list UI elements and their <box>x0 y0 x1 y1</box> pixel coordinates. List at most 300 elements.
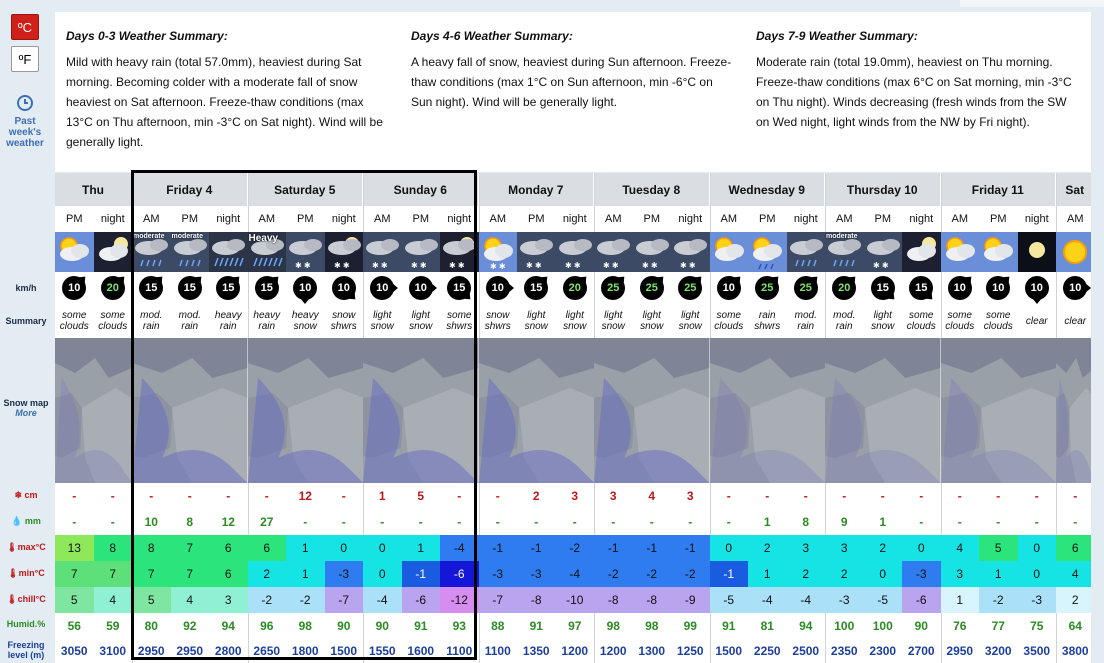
humidity: 100 <box>834 619 855 633</box>
min-temp: 0 <box>1018 561 1057 587</box>
wind-cell <box>402 272 441 304</box>
wind-arrow-icon <box>178 276 202 300</box>
svg-text:✱ ✱: ✱ ✱ <box>449 261 465 270</box>
max-temp: 8 <box>132 535 171 561</box>
humidity: 100 <box>872 619 893 633</box>
freezing-level: 3800 <box>1061 644 1089 658</box>
period-label: AM <box>720 213 737 225</box>
summary-line: heavy <box>214 310 242 321</box>
summary-text <box>132 304 171 338</box>
day-header[interactable]: Sat <box>1056 173 1091 206</box>
summary-line: snow <box>563 321 587 332</box>
min-temp: 7 <box>94 561 133 587</box>
summary-text <box>979 304 1018 338</box>
freezing-level: 1500 <box>715 644 743 658</box>
summary-line: snow <box>601 321 625 332</box>
humidity: 99 <box>683 619 697 633</box>
heavy-rain-icon <box>248 232 287 272</box>
freezing-level: 1500 <box>330 644 358 658</box>
sun-snow-icon <box>479 232 518 272</box>
day-header[interactable]: Friday 4 <box>132 173 248 206</box>
wind-arrow-icon <box>794 276 818 300</box>
wind-cell <box>286 272 325 304</box>
humidity: 76 <box>953 619 967 633</box>
rain-mm: - <box>534 515 539 529</box>
wind-cell <box>517 272 556 304</box>
fahrenheit-button[interactable]: ºF <box>11 46 39 72</box>
snow-cm: - <box>341 489 346 503</box>
wind-speed: 15 <box>183 282 196 294</box>
wind-cell <box>1018 272 1057 304</box>
label-snow <box>0 490 52 500</box>
snowflake-icon: ❄ <box>14 490 25 500</box>
freezing-level: 1100 <box>484 644 511 658</box>
chill-temp: -7 <box>325 587 364 613</box>
day-header[interactable]: Tuesday 8 <box>594 173 710 206</box>
wind-arrow-icon <box>678 276 702 300</box>
summary-line: clear <box>1025 315 1048 327</box>
rain-mm: - <box>418 515 423 529</box>
snow-cloud-icon <box>633 232 672 272</box>
rain-mm: 1 <box>879 515 887 529</box>
rain-mm: - <box>303 515 308 529</box>
snow-cloud-icon <box>363 232 402 272</box>
wind-cell <box>556 272 595 304</box>
wind-arrow-icon <box>1025 276 1049 300</box>
period-label: AM <box>258 213 275 225</box>
summary-line: snow <box>486 310 510 321</box>
summary-line: shwrs <box>484 321 511 332</box>
snow-map[interactable] <box>941 338 1057 483</box>
chill-temp: -4 <box>748 587 787 613</box>
wind-speed: 15 <box>530 282 543 294</box>
humidity: 92 <box>183 619 197 633</box>
wind-arrow-icon <box>601 276 625 300</box>
wind-arrow-icon <box>1063 276 1087 300</box>
rain-mm: - <box>457 515 462 529</box>
wind-arrow-icon <box>62 276 86 300</box>
chill-temp: -3 <box>825 587 864 613</box>
chill-temp: -8 <box>594 587 633 613</box>
summary-days-0-3 <box>66 26 388 152</box>
period-label: AM <box>951 213 968 225</box>
wind-cell <box>633 272 672 304</box>
summary-line: heavy <box>253 310 281 321</box>
celsius-button[interactable]: ºC <box>11 14 39 40</box>
snow-cloud-icon <box>594 232 633 272</box>
summary-text <box>556 304 595 338</box>
freezing-level: 2250 <box>753 644 781 658</box>
chill-temp: 4 <box>94 587 133 613</box>
wind-cell <box>825 272 864 304</box>
snow-cm: 1 <box>378 489 386 503</box>
thermometer-icon: 🌡 <box>7 568 19 578</box>
summary-line: light <box>527 310 546 321</box>
snow-cm: - <box>264 489 269 503</box>
weather-summary-panel <box>55 12 1091 172</box>
period-label: night <box>678 213 703 225</box>
freezing-level: 2300 <box>869 644 897 658</box>
wind-cell <box>209 272 248 304</box>
summary-line: shwrs <box>446 321 473 332</box>
wind-speed: 10 <box>992 282 1005 294</box>
wind-speed: 10 <box>414 282 427 294</box>
freezing-level: 1100 <box>446 644 473 658</box>
snow-cm: - <box>187 489 192 503</box>
chill-temp: -2 <box>979 587 1018 613</box>
max-temp: 13 <box>55 535 94 561</box>
humidity: 98 <box>606 619 620 633</box>
moon-cloud-icon <box>94 232 133 272</box>
min-temp: -2 <box>671 561 710 587</box>
sun-rain-icon <box>748 232 787 272</box>
humidity: 80 <box>144 619 158 633</box>
past-weather-line2: week's <box>8 127 42 138</box>
min-temp: 2 <box>825 561 864 587</box>
summary-line: rain <box>258 321 276 332</box>
label-freezing <box>0 640 52 660</box>
max-temp: -1 <box>594 535 633 561</box>
period-label: night <box>1024 213 1049 225</box>
summary-line: snow <box>409 321 433 332</box>
past-weather-line3: weather <box>6 138 44 149</box>
freezing-level: 2950 <box>176 644 204 658</box>
freezing-level: 3200 <box>984 644 1012 658</box>
rain-mm: - <box>919 515 924 529</box>
summary-text <box>864 304 903 338</box>
min-temp: -4 <box>556 561 595 587</box>
wind-cell <box>864 272 903 304</box>
wind-cell <box>710 272 749 304</box>
snow-map[interactable] <box>248 338 364 483</box>
wind-cell <box>440 272 479 304</box>
period-label: AM <box>605 213 622 225</box>
humidity: 75 <box>1030 619 1044 633</box>
chill-temp: 5 <box>132 587 171 613</box>
moon-snow-icon <box>325 232 364 272</box>
max-temp: 3 <box>825 535 864 561</box>
moon-cloud-icon <box>902 232 941 272</box>
summary-text: A heavy fall of snow, heaviest during Sun afternoon. Freeze-thaw conditions (max 1°C on Sun afternoon, min -6°C on Sun night). Wind will be generally light. <box>411 55 732 109</box>
summary-line: snow <box>293 321 317 332</box>
chill-temp: 4 <box>171 587 210 613</box>
min-temp: 2 <box>248 561 287 587</box>
wind-arrow-icon <box>717 276 741 300</box>
summary-text <box>171 304 210 338</box>
min-temp: -6 <box>440 561 479 587</box>
snow-cloud-icon <box>402 232 441 272</box>
period-label: PM <box>643 213 660 225</box>
wind-arrow-icon <box>139 276 163 300</box>
snow-cm: 5 <box>417 489 425 503</box>
max-temp: -1 <box>517 535 556 561</box>
summary-text <box>94 304 133 338</box>
svg-text:✱ ✱: ✱ ✱ <box>333 261 350 270</box>
period-label: night <box>331 213 356 225</box>
period-label: PM <box>874 213 891 225</box>
wind-cell <box>594 272 633 304</box>
summary-text <box>787 304 826 338</box>
wind-cell <box>748 272 787 304</box>
wind-cell <box>479 272 518 304</box>
summary-line: snow <box>370 321 394 332</box>
summary-line: rain <box>835 321 853 332</box>
humidity: 94 <box>799 619 813 633</box>
humidity: 90 <box>337 619 351 633</box>
wind-arrow-icon <box>409 276 433 300</box>
more-link[interactable]: More <box>15 408 37 418</box>
wind-speed: 25 <box>761 282 774 294</box>
snow-map[interactable] <box>479 338 595 483</box>
day-header[interactable]: Wednesday 9 <box>710 173 826 206</box>
rain-mm: - <box>72 515 77 529</box>
rain-cloud-icon <box>787 232 826 272</box>
freezing-level: 2700 <box>907 644 935 658</box>
max-temp: -4 <box>440 535 479 561</box>
summary-line: some <box>716 310 741 321</box>
wind-speed: 15 <box>876 282 889 294</box>
chill-temp: -9 <box>671 587 710 613</box>
wind-arrow-icon <box>755 276 779 300</box>
chill-temp: -6 <box>902 587 941 613</box>
snow-map[interactable] <box>363 338 479 483</box>
rain-mm: 12 <box>221 515 235 529</box>
wind-cell <box>132 272 171 304</box>
max-temp: 6 <box>248 535 287 561</box>
period-label: AM <box>143 213 160 225</box>
snow-cm: - <box>1034 489 1039 503</box>
past-weather-link[interactable] <box>0 94 50 149</box>
period-label: night <box>447 213 472 225</box>
svg-text:✱ ✱: ✱ ✱ <box>564 261 581 270</box>
summary-line: some <box>909 310 934 321</box>
humidity: 90 <box>914 619 928 633</box>
wind-arrow-icon <box>563 276 587 300</box>
freezing-level: 3500 <box>1023 644 1051 658</box>
wind-speed: 10 <box>491 282 504 294</box>
snow-map[interactable] <box>1056 338 1091 483</box>
wind-speed: 10 <box>337 282 350 294</box>
day-header[interactable]: Saturday 5 <box>248 173 364 206</box>
summary-line: clouds <box>59 321 89 332</box>
wind-arrow-icon <box>948 276 972 300</box>
wind-cell <box>787 272 826 304</box>
chill-temp: 2 <box>1056 587 1091 613</box>
summary-line: rain <box>142 321 160 332</box>
label-humid: Humid.% <box>6 619 46 629</box>
snow-cm: - <box>110 489 115 503</box>
label-summary: Summary <box>5 316 47 326</box>
freezing-level: 3050 <box>60 644 88 658</box>
snow-map[interactable] <box>594 338 710 483</box>
summary-line: rain <box>219 321 237 332</box>
wind-cell <box>671 272 710 304</box>
wind-speed: 10 <box>722 282 735 294</box>
wind-speed: 15 <box>260 282 273 294</box>
label-rain <box>0 516 52 526</box>
rain-mm: - <box>688 515 693 529</box>
min-temp: 1 <box>286 561 325 587</box>
label-chill-text: chill°C <box>17 594 46 604</box>
chill-temp: -8 <box>633 587 672 613</box>
min-temp: 6 <box>209 561 248 587</box>
period-label: PM <box>759 213 776 225</box>
wind-cell <box>171 272 210 304</box>
chill-temp: 3 <box>209 587 248 613</box>
rain-mm: - <box>649 515 654 529</box>
min-temp: -3 <box>325 561 364 587</box>
sun-cloud-icon <box>710 232 749 272</box>
snow-cm: - <box>72 489 77 503</box>
snow-map[interactable] <box>710 338 826 483</box>
snow-cloud-icon <box>671 232 710 272</box>
wind-arrow-icon <box>871 276 895 300</box>
snow-cm: 12 <box>298 489 312 503</box>
chill-temp: -2 <box>248 587 287 613</box>
freezing-level: 2800 <box>214 644 242 658</box>
max-temp: -1 <box>671 535 710 561</box>
snow-cm: - <box>149 489 154 503</box>
snow-cm: 2 <box>532 489 540 503</box>
wind-arrow-icon <box>447 276 471 300</box>
rain-mm: - <box>957 515 962 529</box>
summary-text: Mild with heavy rain (total 57.0mm), heaviest during Sat morning. Becoming colder with a moderate fall of snow heaviest on Sat afternoon. Freeze-thaw conditions (max 13°C on Thu afternoon, min -3°C on Sat night). Wind will be generally light. <box>66 55 383 149</box>
period-label: AM <box>489 213 506 225</box>
snow-cm: - <box>996 489 1001 503</box>
label-max-text: max°C <box>17 542 46 552</box>
period-label: PM <box>412 213 429 225</box>
label-snowmap-text: Snow map <box>3 398 49 408</box>
min-temp: -3 <box>479 561 518 587</box>
period-label: PM <box>990 213 1007 225</box>
summary-line: snow <box>524 321 548 332</box>
summary-line: some <box>447 310 472 321</box>
summary-text <box>209 304 248 338</box>
summary-line: mod. <box>178 310 201 321</box>
sun-cloud-icon <box>941 232 980 272</box>
summary-text <box>748 304 787 338</box>
rain-cloud-icon <box>171 232 210 272</box>
wind-arrow-icon <box>909 276 933 300</box>
freezing-level: 1250 <box>676 644 704 658</box>
min-temp: -3 <box>902 561 941 587</box>
rain-cloud-icon <box>132 232 171 272</box>
min-temp: -2 <box>594 561 633 587</box>
rain-mm: 1 <box>763 515 771 529</box>
min-temp: -2 <box>633 561 672 587</box>
humidity: 93 <box>452 619 466 633</box>
day-header[interactable]: Thu <box>55 173 132 206</box>
label-max <box>0 542 52 552</box>
past-weather-line1: Past <box>14 116 36 127</box>
chill-temp: 5 <box>55 587 94 613</box>
rain-cloud-icon <box>825 232 864 272</box>
wind-arrow-icon <box>986 276 1010 300</box>
wind-speed: 25 <box>607 282 620 294</box>
max-temp: 6 <box>1056 535 1091 561</box>
label-snowmap <box>0 398 52 418</box>
max-temp: 4 <box>941 535 980 561</box>
summary-text <box>325 304 364 338</box>
wind-speed: 25 <box>645 282 658 294</box>
wind-arrow-icon <box>832 276 856 300</box>
wind-arrow-icon <box>640 276 664 300</box>
wind-arrow-icon <box>486 276 510 300</box>
wind-speed: 15 <box>453 282 466 294</box>
summary-line: clouds <box>906 321 936 332</box>
snow-cm: - <box>226 489 231 503</box>
rain-mm: 8 <box>186 515 194 529</box>
snow-map[interactable] <box>825 338 941 483</box>
snow-cloud-icon <box>517 232 556 272</box>
summary-line: rain <box>797 321 815 332</box>
freezing-level: 1800 <box>291 644 319 658</box>
icon-caption: Heavy <box>248 233 278 244</box>
summary-line: some <box>986 310 1011 321</box>
day-header[interactable]: Monday 7 <box>479 173 595 206</box>
summary-text <box>902 304 941 338</box>
chill-temp: -4 <box>363 587 402 613</box>
summary-line: light <box>604 310 623 321</box>
min-temp: 7 <box>171 561 210 587</box>
max-temp: 0 <box>363 535 402 561</box>
day-header[interactable]: Thursday 10 <box>825 173 941 206</box>
snow-cm: 3 <box>609 489 617 503</box>
icon-caption: moderate <box>171 233 204 240</box>
wind-speed: 15 <box>145 282 158 294</box>
period-label: AM <box>1067 213 1084 225</box>
snow-cm: - <box>880 489 885 503</box>
snow-cm: - <box>842 489 847 503</box>
day-header[interactable]: Friday 11 <box>941 173 1057 206</box>
wind-speed: 10 <box>299 282 312 294</box>
period-label: PM <box>297 213 314 225</box>
sidebar <box>0 0 55 663</box>
summary-text <box>633 304 672 338</box>
min-temp: 0 <box>363 561 402 587</box>
forecast-table <box>55 173 1091 663</box>
rain-mm: - <box>1034 515 1039 529</box>
max-temp: 0 <box>710 535 749 561</box>
snow-map[interactable] <box>132 338 248 483</box>
wind-speed: 10 <box>953 282 966 294</box>
snow-cm: - <box>919 489 924 503</box>
chill-temp: -6 <box>402 587 441 613</box>
rain-mm: - <box>341 515 346 529</box>
label-wind: km/h <box>15 283 37 293</box>
min-temp: 1 <box>979 561 1018 587</box>
label-rain-text: mm <box>24 516 41 526</box>
wind-speed: 15 <box>222 282 235 294</box>
summary-line: mod. <box>833 310 856 321</box>
summary-line: light <box>873 310 892 321</box>
summary-line: clouds <box>714 321 744 332</box>
wind-arrow-icon <box>216 276 240 300</box>
period-label: AM <box>836 213 853 225</box>
summary-line: some <box>100 310 125 321</box>
freezing-level: 1350 <box>522 644 550 658</box>
day-header[interactable]: Sunday 6 <box>363 173 479 206</box>
max-temp: -1 <box>633 535 672 561</box>
snow-map[interactable] <box>55 338 132 483</box>
summary-text <box>671 304 710 338</box>
humidity: 81 <box>760 619 774 633</box>
humidity: 88 <box>491 619 505 633</box>
period-label: PM <box>66 213 83 225</box>
wind-cell <box>55 272 94 304</box>
summary-text <box>248 304 287 338</box>
rain-mm: - <box>1073 515 1078 529</box>
